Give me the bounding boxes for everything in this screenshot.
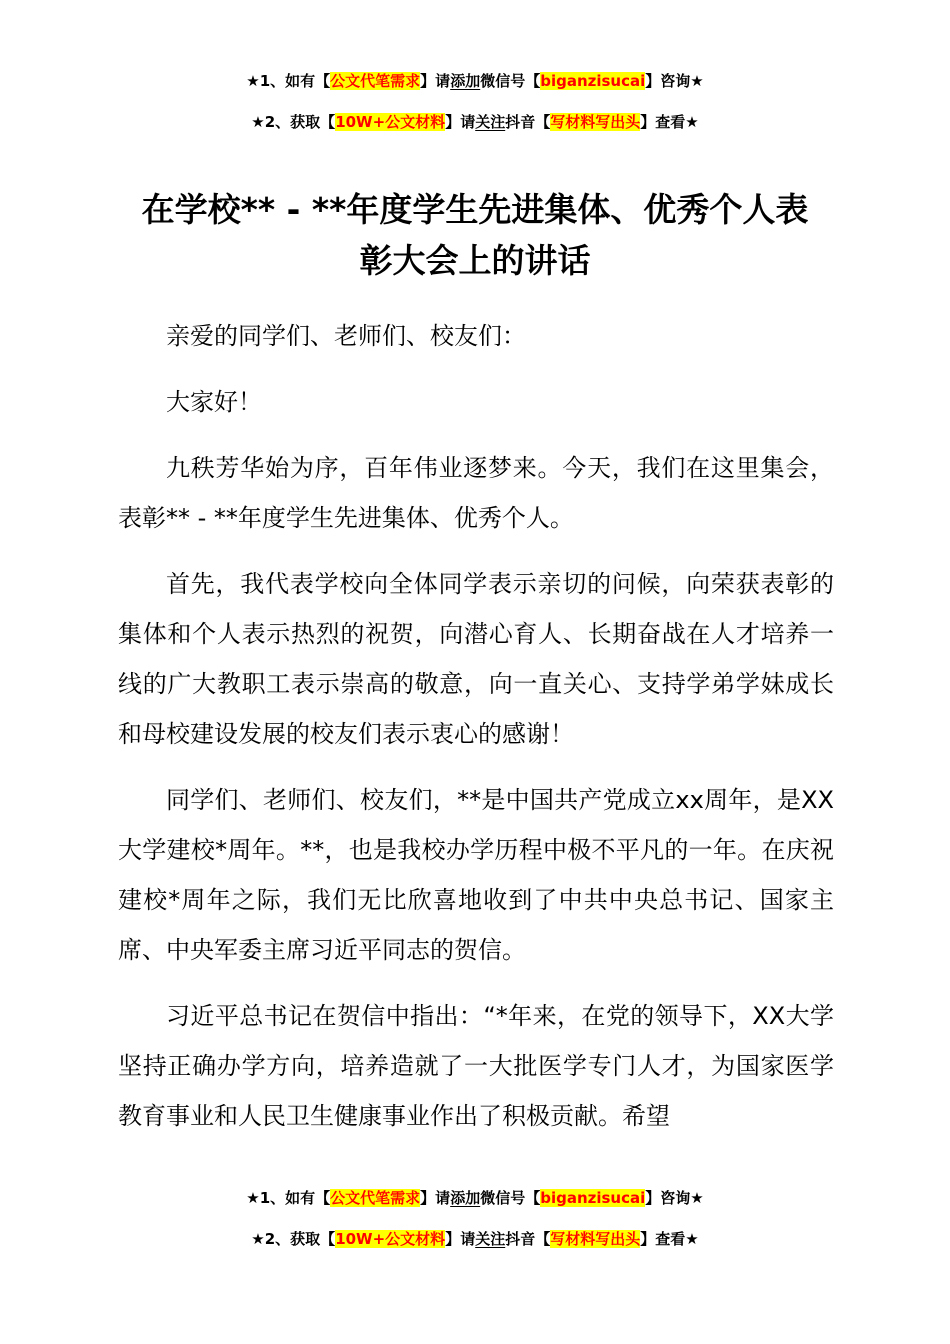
- title-line-2: 彰大会上的讲话: [359, 241, 591, 280]
- header-banner-line-1: [0, 70, 950, 92]
- banner-text: 】请: [420, 1189, 451, 1207]
- banner-text: ★2、获取【: [251, 1230, 336, 1248]
- banner-underlined: 添加: [450, 72, 481, 90]
- banner-highlight: 10W+公文材料: [335, 1230, 446, 1248]
- banner-text: 】请: [445, 113, 476, 131]
- banner-highlight: 10W+公文材料: [335, 113, 446, 131]
- banner-text: ★1、如有【: [246, 72, 331, 90]
- banner-text: ★1、如有【: [246, 1189, 331, 1207]
- paragraph: 同学们、老师们、校友们，**是中国共产党成立xx周年，是XX大学建校*周年。**，也是我校办学历程中极不平凡的一年。在庆祝建校*周年之际，我们无比欣喜地收到了中共中央总书记、国家主席、中央军委主席习近平同志的贺信。: [118, 786, 834, 964]
- banner-highlight: 写材料写出头: [550, 113, 641, 131]
- paragraph: 大家好！: [166, 388, 262, 416]
- banner-text: 】查看★: [640, 1230, 699, 1248]
- banner-underlined: 关注: [475, 1230, 506, 1248]
- banner-text: 】咨询★: [645, 72, 704, 90]
- paragraph: 首先，我代表学校向全体同学表示亲切的问候，向荣获表彰的集体和个人表示热烈的祝贺，向潜心育人、长期奋战在人才培养一线的广大教职工表示崇高的敬意，向一直关心、支持学弟学妹成长和母校建设发展的校友们表示衷心的感谢！: [118, 570, 834, 748]
- header-banner-line-2: [0, 111, 950, 133]
- banner-highlight: 公文代笔需求: [330, 1189, 421, 1207]
- banner-text: 微信号【: [480, 1189, 541, 1207]
- banner-text: 】请: [445, 1230, 476, 1248]
- document-title: [110, 184, 840, 286]
- banner-underlined: 关注: [475, 113, 506, 131]
- banner-text: 】请: [420, 72, 451, 90]
- banner-text: ★2、获取【: [251, 113, 336, 131]
- document-body: [118, 311, 834, 1157]
- banner-text: 】查看★: [640, 113, 699, 131]
- footer-banner-line-1: [0, 1187, 950, 1209]
- banner-highlight: biganzisucai: [540, 1189, 646, 1207]
- banner-text: 抖音【: [505, 1230, 551, 1248]
- banner-text: 】咨询★: [645, 1189, 704, 1207]
- banner-highlight: 公文代笔需求: [330, 72, 421, 90]
- banner-underlined: 添加: [450, 1189, 481, 1207]
- banner-text: 抖音【: [505, 113, 551, 131]
- paragraph: 习近平总书记在贺信中指出：“*年来，在党的领导下，XX大学坚持正确办学方向，培养造就了一大批医学专门人才，为国家医学教育事业和人民卫生健康事业作出了积极贡献。希望: [118, 1002, 834, 1130]
- footer-banner-line-2: [0, 1228, 950, 1250]
- banner-highlight: biganzisucai: [540, 72, 646, 90]
- banner-text: 微信号【: [480, 72, 541, 90]
- banner-highlight: 写材料写出头: [550, 1230, 641, 1248]
- paragraph: 亲爱的同学们、老师们、校友们：: [166, 322, 526, 350]
- title-line-1: 在学校** - **年度学生先进集体、优秀个人表: [141, 190, 809, 229]
- paragraph: 九秩芳华始为序，百年伟业逐梦来。今天，我们在这里集会，表彰** - **年度学生先进集体、优秀个人。: [118, 454, 834, 532]
